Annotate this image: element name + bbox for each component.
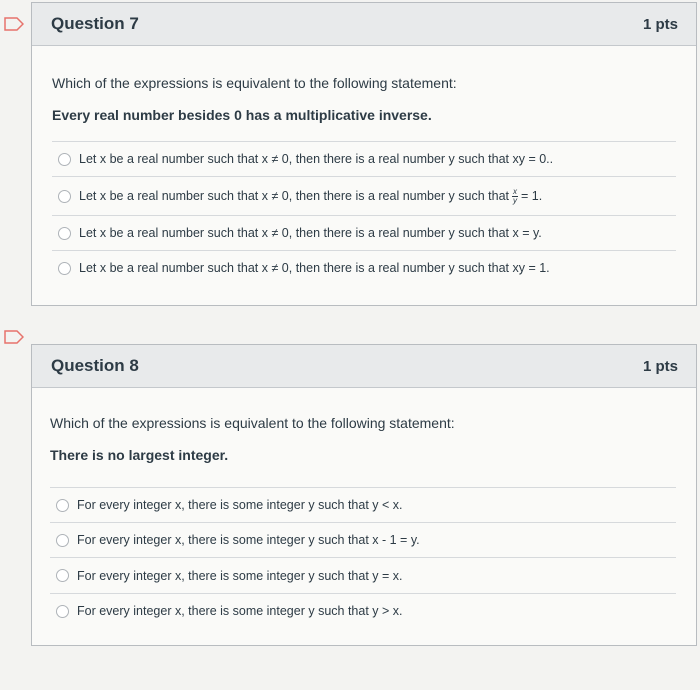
question-prompt: Which of the expressions is equivalent to the following statement: bbox=[50, 415, 455, 431]
answer-option[interactable] bbox=[52, 215, 676, 250]
flag-icon[interactable] bbox=[4, 17, 24, 31]
radio-button[interactable] bbox=[56, 605, 69, 618]
question-card-7 bbox=[31, 2, 697, 306]
answer-option[interactable] bbox=[52, 176, 676, 215]
radio-button[interactable] bbox=[58, 262, 71, 275]
radio-button[interactable] bbox=[58, 190, 71, 203]
answer-option[interactable] bbox=[50, 557, 676, 593]
radio-button[interactable] bbox=[56, 569, 69, 582]
answer-text: For every integer x, there is some integer y such that y > x. bbox=[77, 604, 403, 618]
answer-option[interactable] bbox=[52, 250, 676, 285]
answer-option[interactable] bbox=[52, 141, 676, 176]
question-title: Question 8 bbox=[51, 356, 139, 375]
answer-option[interactable] bbox=[50, 522, 676, 557]
answer-text: Let x be a real number such that x ≠ 0, then there is a real number y such that x = y. bbox=[79, 226, 542, 240]
fraction: $\frac{x}{y}$ bbox=[513, 186, 518, 205]
answer-text: Let x be a real number such that x ≠ 0, then there is a real number y such that xy = 1. bbox=[79, 261, 550, 275]
answer-text: For every integer x, there is some integer y such that x - 1 = y. bbox=[77, 533, 420, 547]
question-statement: There is no largest integer. bbox=[50, 447, 229, 463]
answer-text: Let x be a real number such that x ≠ 0, then there is a real number y such that bbox=[79, 189, 510, 203]
fraction-suffix: = 1. bbox=[521, 189, 543, 203]
answer-text: For every integer x, there is some integer y such that y = x. bbox=[77, 568, 403, 583]
question-header bbox=[32, 345, 696, 388]
answer-list bbox=[52, 141, 676, 285]
answer-text: For every integer x, there is some integer y such that y < x. bbox=[77, 498, 403, 512]
question-header bbox=[32, 3, 696, 46]
flag-icon[interactable] bbox=[4, 330, 24, 344]
answer-text: Let x be a real number such that x ≠ 0, then there is a real number y such that xy = 0.. bbox=[79, 152, 554, 166]
question-points: 1 pts bbox=[642, 15, 678, 33]
answer-option[interactable] bbox=[50, 593, 676, 628]
question-prompt: Which of the expressions is equivalent to the following statement: bbox=[52, 75, 457, 91]
question-statement: Every real number besides 0 has a multiplicative inverse. bbox=[52, 107, 432, 123]
answer-list bbox=[50, 487, 676, 628]
question-card-8 bbox=[31, 344, 697, 646]
radio-button[interactable] bbox=[58, 227, 71, 240]
radio-button[interactable] bbox=[58, 153, 71, 166]
answer-option[interactable] bbox=[50, 487, 676, 522]
question-points: 1 pts bbox=[642, 357, 678, 375]
question-title: Question 7 bbox=[51, 14, 139, 33]
radio-button[interactable] bbox=[56, 499, 69, 512]
radio-button[interactable] bbox=[56, 534, 69, 547]
